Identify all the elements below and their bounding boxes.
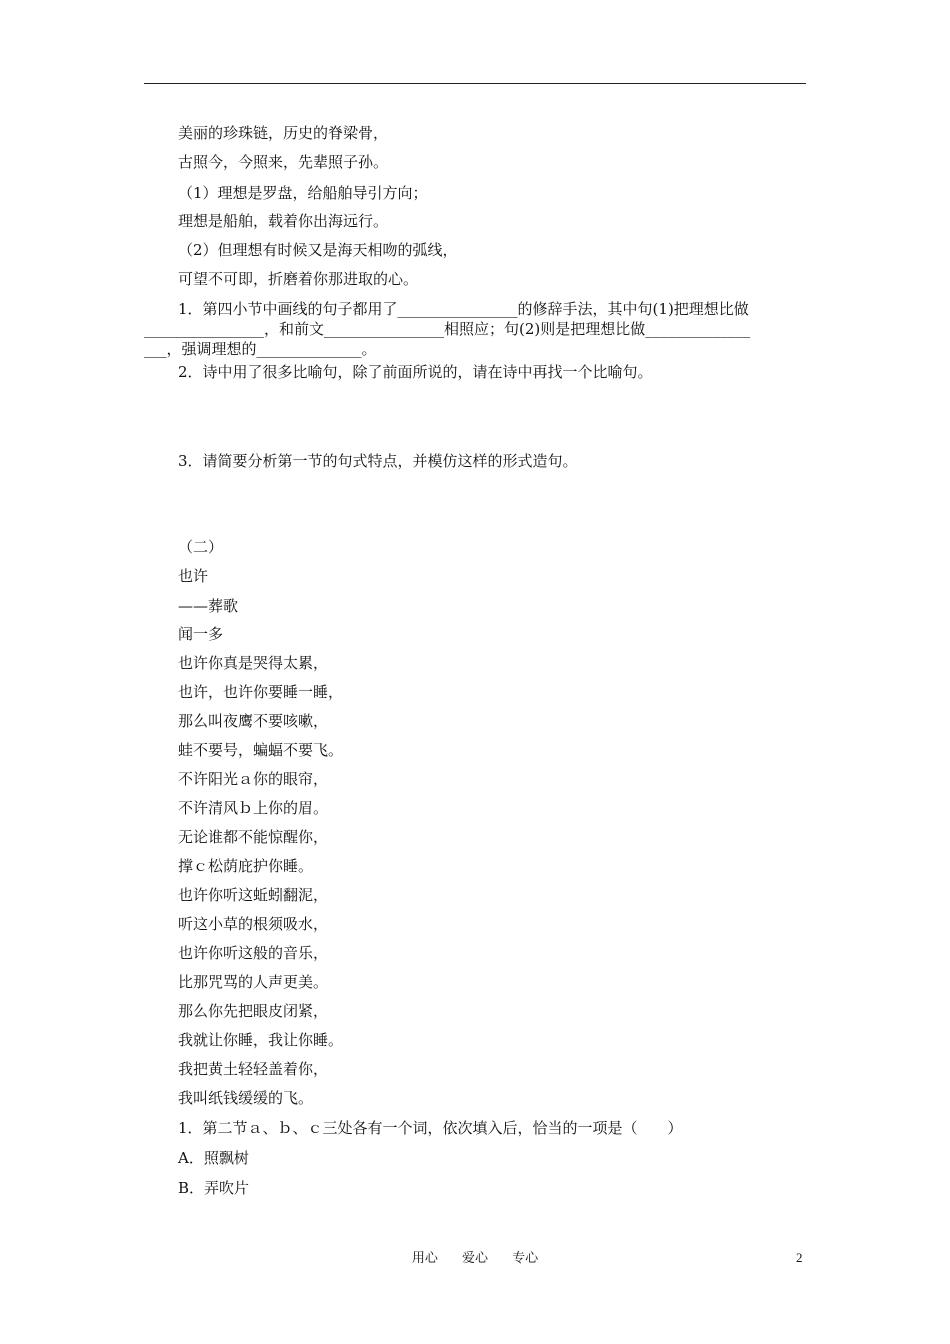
- question-2: 2．诗中用了很多比喻句，除了前面所说的，请在诗中再找一个比喻句。: [178, 363, 653, 381]
- poem-title: 也许: [178, 567, 209, 585]
- question-1-line: ___，强调理想的______________。: [144, 340, 377, 358]
- poem2-line: 撑ｃ松荫庇护你睡。: [178, 857, 314, 875]
- poem2-line: 也许你听这蚯蚓翻泥，: [178, 886, 329, 904]
- poem1-line: （1）理想是罗盘，给船舶导引方向；: [178, 184, 428, 202]
- footer-word: 专心: [512, 1251, 539, 1266]
- poem1-line: 理想是船舶，载着你出海远行。: [178, 212, 389, 230]
- poem2-line: 也许你听这般的音乐，: [178, 944, 329, 962]
- question-1-line: ________________，和前文________________相照应；句(2)则是把理想比做______________: [144, 320, 751, 338]
- question-3: 3．请简要分析第一节的句式特点，并模仿这样的形式造句。: [178, 452, 578, 470]
- section-marker: （二）: [178, 538, 224, 556]
- poem1-line: 古照今，今照来，先辈照子孙。: [178, 153, 389, 171]
- poem2-line: 我把黄土轻轻盖着你，: [178, 1060, 329, 1078]
- poem-subtitle: ——葬歌: [178, 597, 239, 615]
- poem2-line: 听这小草的根须吸水，: [178, 915, 329, 933]
- poem1-line: 可望不可即，折磨着你那进取的心。: [178, 270, 419, 288]
- poem2-line: 也许你真是哭得太累，: [178, 654, 329, 672]
- poem2-line: 也许，也许你要睡一睡，: [178, 683, 344, 701]
- page-footer: [0, 1250, 950, 1268]
- mcq-option-b: B．弄吹片: [178, 1179, 250, 1197]
- poem2-line: 我就让你睡，我让你睡。: [178, 1031, 344, 1049]
- question-1: [144, 299, 806, 359]
- poem2-line: 比那咒骂的人声更美。: [178, 973, 329, 991]
- poem1-line: （2）但理想有时候又是海天相吻的弧线，: [178, 241, 458, 259]
- footer-word: 爱心: [461, 1251, 488, 1266]
- mcq-option-a: A．照飘树: [178, 1149, 249, 1167]
- poem2-line: 不许阳光ａ你的眼帘，: [178, 770, 329, 788]
- poem2-line: 我叫纸钱缓缓的飞。: [178, 1089, 314, 1107]
- header-rule: [144, 83, 806, 84]
- question-1-line: 1．第四小节中画线的句子都用了________________的修辞手法，其中句(1)把理想比做: [178, 300, 749, 318]
- poem2-line: 无论谁都不能惊醒你，: [178, 828, 329, 846]
- page-number: 2: [796, 1250, 803, 1265]
- poem2-line: 那么你先把眼皮闭紧，: [178, 1002, 329, 1020]
- mcq-question: 1．第二节ａ、ｂ、ｃ三处各有一个词，依次填入后，恰当的一项是（ ）: [178, 1119, 683, 1137]
- poem1-line: 美丽的珍珠链，历史的脊梁骨，: [178, 124, 389, 142]
- footer-word: 用心: [411, 1251, 438, 1266]
- poem-author: 闻一多: [178, 625, 224, 643]
- poem2-line: 那么叫夜鹰不要咳嗽，: [178, 712, 329, 730]
- poem2-line: 不许清风ｂ上你的眉。: [178, 799, 329, 817]
- poem2-line: 蛙不要号，蝙蝠不要飞。: [178, 741, 344, 759]
